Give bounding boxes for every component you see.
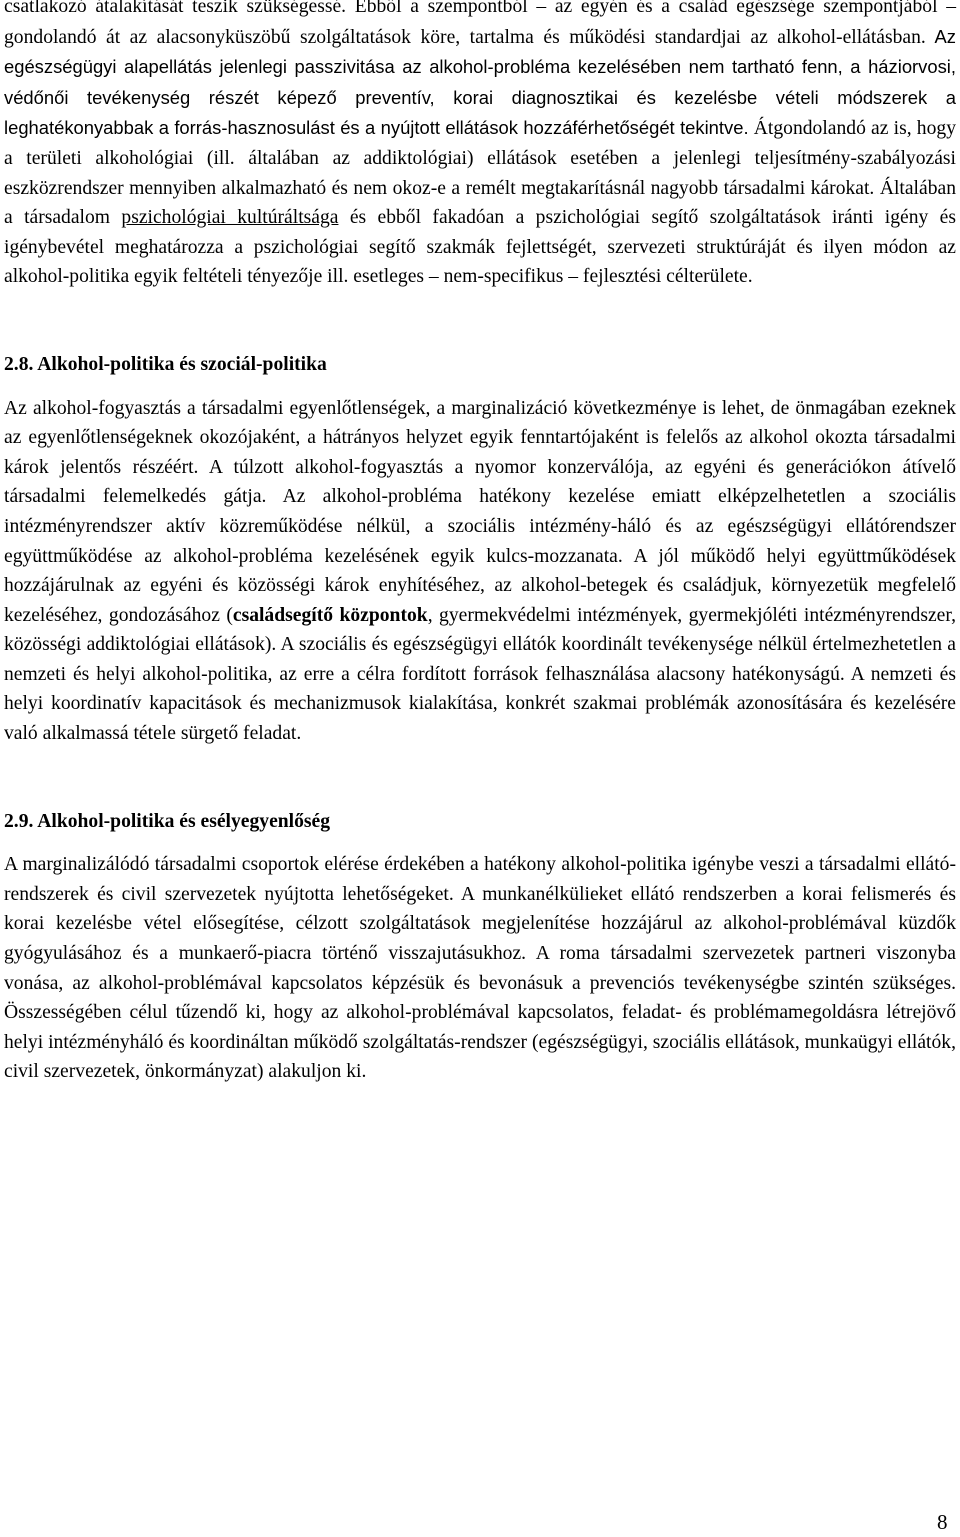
section-title: Alkohol-politika és szociál-politika: [37, 353, 327, 375]
underlined-term: pszichológiai kultúráltsága: [121, 207, 339, 229]
paragraph-text-part-2: , gyermekvédelmi intézmények, gyermekjóléti intézményrendszer, közösségi addiktológiai ellátások). A szociális és egészségügyi ellátók koordinált tevékenysége nélkül értelmezhetetlen a nemzeti és helyi alkohol-politika, az erre a célra fordított források felhasználása alacsony hatékonyságú. A nemzeti és helyi koordinatív kapacitások és mechanizmusok kialakítása, konkrét szakmai problémák azonosítására és kezelésére való alkalmassá tétele sürgető feladat.: [4, 604, 956, 745]
body-paragraph-2-9: [4, 850, 956, 1087]
paragraph-text-part-1: Az alkohol-fogyasztás a társadalmi egyenlőtlenségek, a marginalizáció következménye is lehet, de önmagában ezeknek az egyenlőtlenségeknek okozójaként, a hátrányos helyzet egyik fenntartójaként is felelős az alkohol okozta társadalmi károk jelentős részéért. A túlzott alkohol-fogyasztás a nyomor konzerválója, az egyéni és generációkon átívelő társadalmi felemelkedés gátja. Az alkohol-probléma hatékony kezelése emiatt elképzelhetetlen a szociális intézményrendszer aktív közreműködése nélkül, a szociális intézmény-háló és az egészségügyi ellátórendszer együttműködése az alkohol-probléma kezelésének egyik kulcs-mozzanata. A jól működő helyi együttműködések hozzájárulnak az egyéni és közösségi károk enyhítéséhez, az alkohol-betegek és családjuk, környezetük megfelelő kezeléséhez, gondozásához (: [4, 397, 956, 626]
document-page: [4, 0, 956, 1087]
section-title: Alkohol-politika és esélyegyenlőség: [37, 810, 331, 832]
section-heading-2-9: [4, 807, 956, 837]
section-number: 2.9.: [4, 810, 34, 832]
section-heading-2-8: [4, 350, 956, 380]
sentence-3: Átgondolandó az is, hogy a területi alkohológiai (ill.: [4, 118, 956, 169]
sentence-5-pre: Általában a társadalom: [4, 177, 956, 229]
section-number: 2.8.: [4, 353, 34, 375]
sentence-2: Az egészségügyi alapellátás jelenlegi passzivitása az alkohol-probléma kezelésében nem tartható fenn, a háziorvosi, védőnői tevékenység részét képező preventív, korai diagnosztikai és kezelésbe vételi módszerek a leghatékonyabbak a forrás-hasznosulást és a nyújtott ellátások hozzáférhetőségét tekintve.: [4, 25, 956, 139]
sentence-5-post: és ebből fakadóan a pszichológiai segítő szolgáltatások iránti igény és igénybevétel meghatározza a pszichológiai segítő szakmák fejlettségét, szervezeti struktúráját és ilyen módon az alkohol-politika egyik feltételi tényezője ill. esetleges – nem-specifikus – fejlesztési célterülete.: [4, 207, 956, 288]
page-number: 8: [937, 1510, 948, 1534]
sentence-1: csatlakozó átalakítását teszik szükségessé. Ebből a szempontból – az egyén és a család egészsége szempontjából –gondolandó át az alacsonyküszöbű szolgáltatások köre, tartalma és működési standardjai az alkohol-ellátásban.: [4, 0, 956, 48]
body-paragraph-2-8: [4, 394, 956, 749]
bold-term: családsegítő központok: [232, 604, 428, 626]
sentence-4: általában az addiktológiai) ellátások esetében a jelenlegi teljesítmény-szabályozási eszközrendszer mennyiben alkalmazható és nem okoz-e a remélt megtakarításnál nagyobb társadalmi károkat.: [4, 147, 956, 199]
body-paragraph-top: [4, 0, 956, 292]
paragraph-text: A marginalizálódó társadalmi csoportok elérése érdekében a hatékony alkohol-politika igénybe veszi a társadalmi ellátó-rendszerek és civil szervezetek nyújtotta lehetőségeket. A munkanélkülieket ellátó rendszerben a korai felismerés és korai kezelésbe vétel elősegítése, célzott szolgáltatások megjelenítése hozzájárul az alkohol-problémával küzdők gyógyulásához és a munkaerő-piacra történő visszajutásukhoz. A roma társadalmi szervezetek partneri viszonyba vonása, az alkohol-problémával kapcsolatos képzésük és bevonásuk a prevenciós tevékenységbe szintén szükséges. Összességében célul tűzendő ki, hogy az alkohol-problémával kapcsolatos, feladat- és problémamegoldásra létrejövő helyi intézményháló és koordináltan működő szolgáltatás-rendszer (egészségügyi, szociális ellátások, munkaügyi ellátók, civil szervezetek, önkormányzat) alakuljon ki.: [4, 854, 956, 1083]
